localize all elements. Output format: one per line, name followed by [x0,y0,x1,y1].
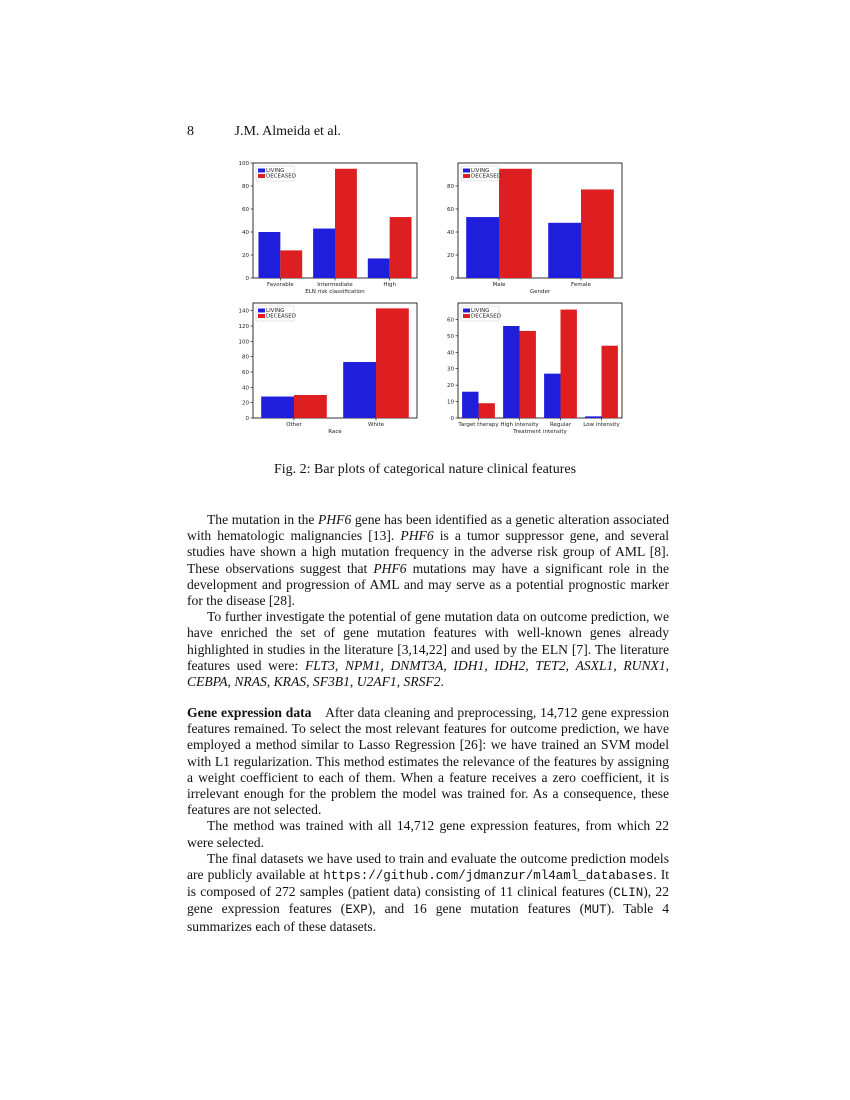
y-tick-label: 60 [447,317,454,324]
bar-deceased [376,308,409,418]
paragraph [187,851,669,935]
bar-deceased [520,331,536,418]
y-tick-label: 80 [242,184,249,190]
text-run: , [565,657,576,673]
legend [256,166,296,181]
legend-label: DECEASED [266,173,296,180]
chart-svg-3 [430,300,625,435]
bar-deceased [602,346,618,418]
running-authors: J.M. Almeida et al. [234,124,342,139]
text-run: , [396,674,404,690]
x-tick-label: High [383,282,396,288]
chart-treatment-intensity [430,300,625,435]
text-run: , [334,657,345,673]
y-tick-label: 80 [242,354,249,361]
gene-name: NPM1 [344,657,381,673]
gene-name: SRSF2 [403,674,441,690]
gene-name: SF3B1 [312,674,350,690]
y-tick-label: 140 [238,308,249,315]
gene-name: NRAS [234,674,267,690]
paragraph [187,818,669,850]
y-tick-label: 0 [450,276,454,282]
text-run: ), and 16 gene mutation features ( [367,901,585,917]
chart-svg-0 [225,160,420,295]
gene-name: CEBPA [187,674,228,690]
gene-name: PHF6 [318,512,352,527]
gene-name: DNMT3A [390,657,444,673]
x-tick-label: Regular [549,422,572,428]
legend [461,166,501,181]
gene-name: FLT3 [304,657,335,673]
y-tick-label: 10 [447,399,454,406]
section-phf6 [187,512,669,690]
y-tick-label: 40 [447,350,454,357]
text-run: ). Table 4 summarizes each of these datasets. [187,901,669,934]
y-tick-label: 80 [447,184,454,190]
chart-gender [430,160,625,295]
chart-svg-2 [225,300,420,435]
legend-swatch [463,169,470,173]
y-tick-label: 20 [447,383,454,390]
paragraph [187,609,669,690]
chart-race [225,300,420,435]
bar-deceased [581,189,614,278]
bar-deceased [280,250,302,278]
legend-label: LIVING [266,308,285,314]
legend-swatch [463,174,470,178]
text-run: mutations may have a significant role in the development and progression of AML and may serve as a potential prognostic marker for the disease [28]. [187,560,669,609]
x-axis-label: Race [328,429,342,435]
text-run: , [266,674,274,690]
bar-deceased [499,169,532,278]
y-tick-label: 40 [447,230,454,236]
legend-label: LIVING [471,308,490,314]
figure-caption: Fig. 2: Bar plots of categorical nature clinical features [273,462,577,477]
legend [461,306,501,321]
x-tick-label: Low intensity [583,422,620,428]
text-run: is a tumor suppressor gene, and several studies have shown a high mutation frequency in the adverse risk group of AML [8]. These observations suggest that [187,528,670,576]
x-tick-label: Female [571,282,591,288]
y-tick-label: 0 [245,276,249,282]
legend-label: DECEASED [471,313,501,320]
legend-label: DECEASED [471,173,501,180]
bar-deceased [561,310,577,418]
text-run: The mutation in the [207,512,319,527]
figure-2 [225,160,625,440]
paragraph [187,512,669,609]
bar-living [548,223,581,278]
text-run: , [613,657,624,673]
bar-living [313,229,335,278]
legend-swatch [258,309,265,313]
paragraph [187,705,669,818]
y-tick-label: 40 [242,230,249,236]
gene-name: PHF6 [373,560,407,576]
bar-living [368,258,390,278]
text-run: . [440,674,444,690]
x-tick-label: High intensity [500,422,539,428]
text-run: The final datasets we have used to train and evaluate the outcome prediction models are publicly available at [187,850,669,883]
text-run: ), 22 gene expression features ( [187,884,669,917]
legend-swatch [463,309,470,313]
text-run: gene has been identified as a genetic alteration associated with hematologic malignancies [13]. [187,512,669,544]
text-run: , [665,657,670,673]
gene-name: KRAS [273,674,307,690]
chart-svg-1 [430,160,625,295]
bar-living [258,232,280,278]
chart-eln-risk [225,160,420,295]
y-tick-label: 20 [242,253,249,259]
bar-living [261,397,294,418]
x-tick-label: Other [286,422,302,428]
page-number: 8 [187,124,194,139]
x-tick-label: Intermediate [317,282,353,288]
gene-name: ASXL1 [575,657,614,673]
y-tick-label: 40 [242,385,249,392]
gene-name: PHF6 [400,528,434,544]
x-tick-label: Target therapy [458,422,499,428]
y-tick-label: 100 [238,161,249,167]
text-run: . It is composed of 272 samples (patient data) consisting of 11 clinical features ( [187,867,669,900]
x-axis-label: Treatment intensity [513,429,567,435]
bar-deceased [390,217,412,278]
bar-living [462,392,478,418]
legend [256,306,296,321]
text-run: , [443,657,454,673]
y-tick-label: 60 [242,207,249,213]
bar-living [343,362,376,418]
legend-label: LIVING [471,168,490,174]
gene-name: RUNX1 [623,657,666,673]
bar-deceased [294,395,327,418]
text-run: , [306,674,313,690]
gene-name: IDH1 [453,657,485,673]
legend-label: LIVING [266,168,285,174]
section-heading: Gene expression data [187,705,312,720]
x-tick-label: White [368,422,384,428]
gene-name: U2AF1 [356,674,397,690]
y-tick-label: 20 [447,253,454,259]
x-tick-label: Male [492,282,506,288]
code-text: https://github.com/jdmanzur/ml4aml_databases [323,869,654,884]
code-text: EXP [345,903,368,918]
gene-name: IDH2 [494,657,526,673]
y-tick-label: 60 [447,207,454,213]
text-run: , [227,674,235,690]
x-axis-label: ELN risk classification [305,289,365,295]
y-tick-label: 60 [242,370,249,376]
y-tick-label: 100 [238,339,249,346]
bar-living [544,374,560,418]
legend-label: DECEASED [266,313,296,320]
code-text: CLIN [613,886,644,901]
code-text: MUT [584,903,607,918]
gene-name: TET2 [535,657,566,673]
bar-living [585,416,601,418]
legend-swatch [463,314,470,318]
text-run: After data cleaning and preprocessing, 14,712 gene expression features remained. To select the most relevant features for outcome prediction, we have employed a method similar to Lasso Regression [26]: we have trained an SVM model with L1 regularization. This method estimates the relevance of the features by assigning a weight coefficient to each of them. When a feature receives a zero coefficient, it is irrelevant enough for the problem the model was trained for. As a consequence, these features are not selected. [187,705,669,818]
y-tick-label: 20 [242,400,249,407]
x-axis-label: Gender [529,289,551,295]
text-run: The method was trained with all 14,712 gene expression features, from which 22 were selected. [187,818,669,850]
y-tick-label: 120 [238,324,249,330]
y-tick-label: 30 [447,366,454,373]
text-run: To further investigate the potential of gene mutation data on outcome prediction, we have enriched the set of gene mutation features with well-known genes already highlighted in studies in the literature [3,14,22] and used by the ELN [7]. The literature features used were: [187,609,669,673]
legend-swatch [258,169,265,173]
running-header [187,124,341,140]
y-tick-label: 0 [245,416,249,422]
legend-swatch [258,314,265,318]
bar-living [503,326,519,418]
bar-living [466,217,499,278]
y-tick-label: 50 [447,333,454,340]
text-run: , [484,657,495,673]
legend-swatch [258,174,265,178]
text-run: , [349,674,357,690]
section-gene-expression [187,705,669,935]
x-tick-label: Favorable [266,282,294,288]
text-run: , [525,657,536,673]
y-tick-label: 0 [450,416,454,422]
text-run: , [380,657,391,673]
bar-deceased [335,169,357,278]
bar-deceased [479,403,495,418]
